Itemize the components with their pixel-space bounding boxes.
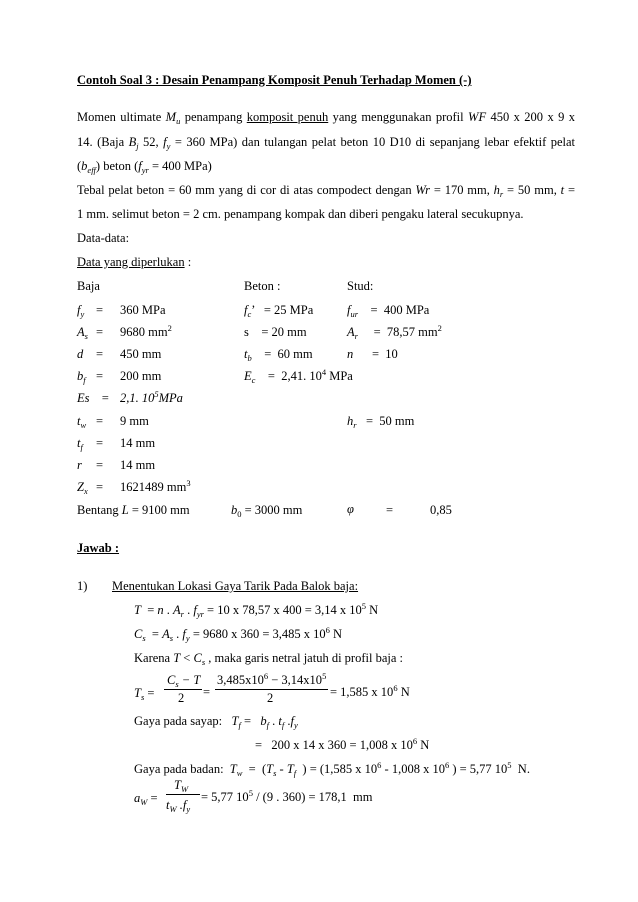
baja-eq: = xyxy=(96,414,104,428)
equation-T: T = n . $A_r$ . $f_{yr} = 10$ x 78,57 x 400 = 3,14 x $10^5$ N xyxy=(134,601,379,619)
baja-eq: = xyxy=(96,436,104,450)
baja-eq: = xyxy=(96,480,104,494)
baja-row: Es xyxy=(77,391,90,405)
beton-row: s = 20 mm xyxy=(244,325,307,339)
Ts-lhs: $T_s$ = xyxy=(134,686,158,702)
aw-num: $T_W$ xyxy=(174,778,189,794)
data-heading: Data-data: xyxy=(77,231,130,245)
Ts-frac1-den: 2 xyxy=(178,691,185,705)
intro-line-2: 14. (Baja $B_j$ 52, $f_y = 360$ MPa) dan tulangan pelat beton 10 D10 di sepanjang lebar efektif pelat xyxy=(77,135,576,151)
baja-row: $t_f$ xyxy=(77,436,83,452)
equation-Cs: $C_s = A_s$ . $f_y = 9680$ x 360 = 3,485 x $10^6$ N xyxy=(134,625,343,643)
intro-line-1: Momen ultimate $M_u$ penampang komposit penuh yang menggunakan profil WF 450 x 200 x 9 x xyxy=(77,110,575,126)
Ts-frac1-num: $C_s - T$ xyxy=(167,673,201,689)
baja-eq: = xyxy=(101,391,110,405)
aw-result: = 5,77 $10^5 / (9$ . 360) = 178,1 mm xyxy=(201,788,373,804)
baja-val: 14 mm xyxy=(120,458,156,472)
baja-row: d xyxy=(77,347,84,361)
baja-row: $Z_x$ xyxy=(77,480,88,496)
fraction-bar xyxy=(166,794,200,795)
col-head-beton: Beton : xyxy=(244,279,281,293)
Ts-eq2: = xyxy=(203,685,211,699)
phi-value: 0,85 xyxy=(430,503,452,517)
Ts-result: = 1,585 x $10^6$ N xyxy=(330,683,410,699)
b0-value: $b_0 = 3000$ mm xyxy=(231,503,303,519)
baja-val: 360 MPa xyxy=(120,303,166,317)
page-title: Contoh Soal 3 : Desain Penampang Komposit Penuh Terhadap Momen (-) xyxy=(77,73,472,87)
col-head-stud: Stud: xyxy=(347,279,374,293)
baja-eq: = xyxy=(96,369,104,383)
stud-row: n = 10 xyxy=(347,347,398,361)
Ts-frac2-den: 2 xyxy=(267,691,274,705)
intro-line-5: 1 mm. selimut beton = 2 cm. penampang kompak dan diberi pengaku lateral secukupnya. xyxy=(77,207,524,221)
baja-eq: = xyxy=(96,458,104,472)
step-number: 1) xyxy=(77,579,88,593)
aw-den: $t_W$ $.f_y$ xyxy=(166,798,191,814)
baja-eq: = xyxy=(96,347,104,361)
baja-eq: = xyxy=(96,325,104,339)
baja-row: r xyxy=(77,458,82,472)
baja-row: $t_w$ xyxy=(77,414,87,430)
stud-row: $f_{ur}$ = 400 MPa xyxy=(347,303,430,319)
beton-row: $E_c$ = 2,41. $10^4$ MPa xyxy=(244,367,353,385)
phi-symbol: φ xyxy=(347,502,354,516)
aw-lhs: $a_W$ = xyxy=(134,791,161,807)
baja-val: 14 mm xyxy=(120,436,156,450)
intro-line-4: Tebal pelat beton = 60 mm yang di cor di atas compodect dengan Wr = 170 mm, $h_r = 50$ mm, t = xyxy=(77,183,576,199)
stud-row: $A_r$ = 78,57 $mm^2$ xyxy=(347,323,442,341)
data-needed-heading: Data yang diperlukan : xyxy=(77,255,192,269)
stud-row-hr: $h_r = 50$ mm xyxy=(347,414,415,430)
baja-val: 2,1. $10^5MPa$ xyxy=(120,389,183,405)
step-heading: Menentukan Lokasi Gaya Tarik Pada Balok baja: xyxy=(112,579,359,593)
baja-val: 200 mm xyxy=(120,369,162,383)
karena-line: Karena $T < C_s$ , maka garis netral jatuh di profil baja : xyxy=(134,651,403,667)
baja-eq: = xyxy=(96,303,104,317)
beton-row: $f_c$’ = 25 MPa xyxy=(244,303,314,319)
bentang: Bentang L = 9100 mm xyxy=(77,503,190,517)
baja-val: 450 mm xyxy=(120,347,162,361)
intro-line-3: $(b_{eff})$ beton ($f_{yr} = 400$ MPa) xyxy=(77,159,212,175)
baja-row: $b_f$ xyxy=(77,369,86,385)
baja-row: $f_y$ xyxy=(77,303,85,319)
col-head-baja: Baja xyxy=(77,279,100,293)
sayap-result: = 200 x 14 x 360 = 1,008 x $10^6$ N xyxy=(255,736,430,752)
badan-line: Gaya pada badan: $T_w = (T_s - T_f$ ) = (1,585 x $10^6 - 1,008$ x $10^6$ ) = 5,77 $10^5$ N. xyxy=(134,760,530,778)
phi-eq: = xyxy=(386,503,394,517)
baja-val: 9 mm xyxy=(120,414,149,428)
Ts-frac2-num: $3,485x10^6 - 3,14x10^5$ xyxy=(217,671,327,687)
sayap-line: Gaya pada sayap: $T_f = b_f$ . $t_f$ $.f_y$ xyxy=(134,714,298,730)
baja-val: 1621489 $mm^3$ xyxy=(120,478,191,494)
baja-val: 9680 $mm^2$ xyxy=(120,323,172,339)
baja-row: $A_s$ xyxy=(77,325,88,341)
jawab-heading: Jawab : xyxy=(77,541,120,555)
beton-row: $t_b$ = 60 mm xyxy=(244,347,313,363)
